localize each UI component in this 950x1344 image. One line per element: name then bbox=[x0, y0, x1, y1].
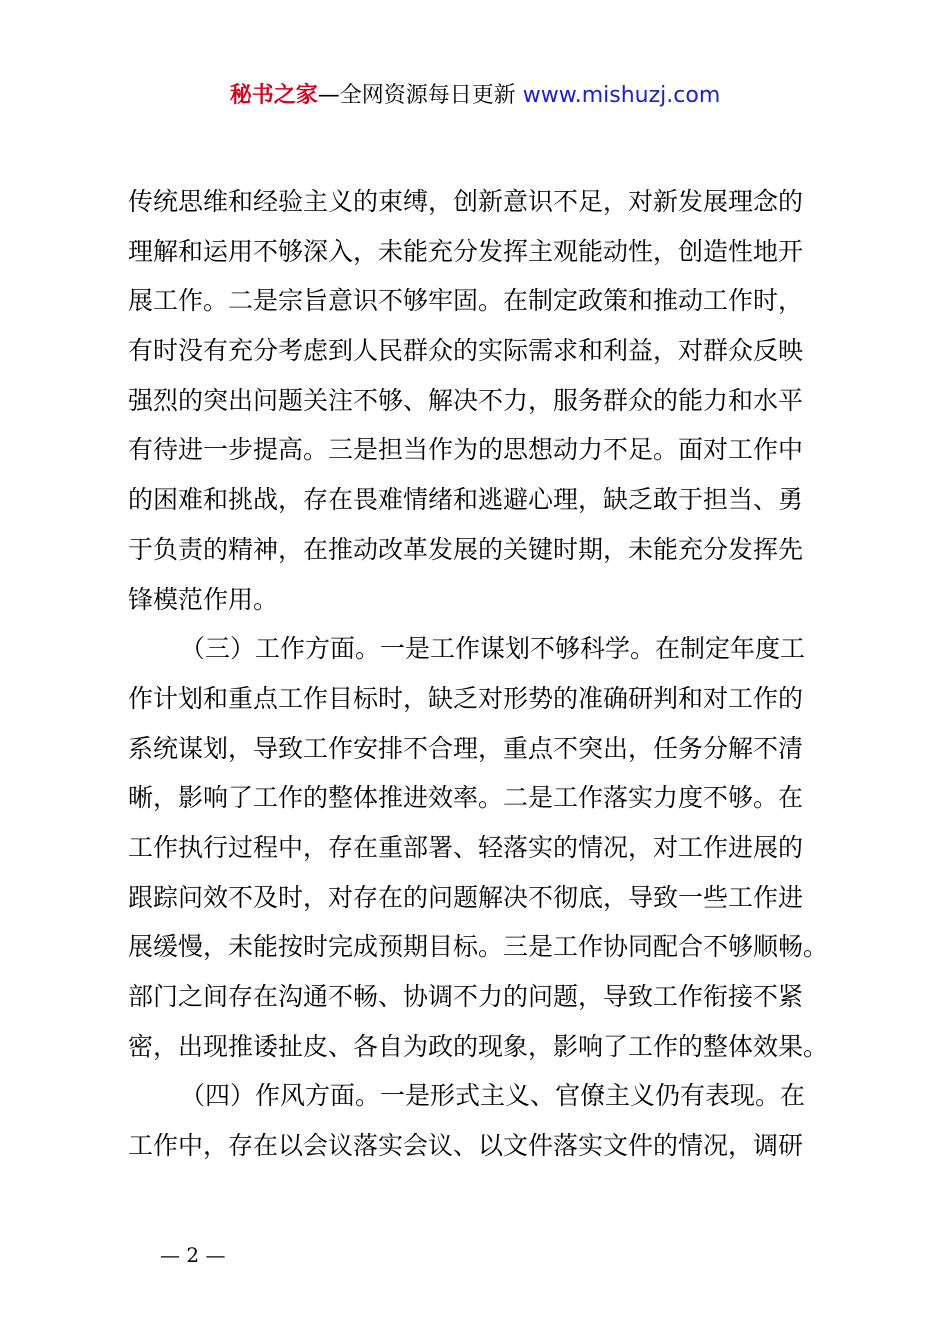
body-line: 工作执行过程中，存在重部署、轻落实的情况，对工作进展的 bbox=[128, 832, 804, 862]
body-line: 工作中，存在以会议落实会议、以文件落实文件的情况，调研 bbox=[128, 1131, 804, 1161]
site-header bbox=[0, 78, 950, 114]
document-body bbox=[128, 177, 848, 1171]
site-url-link[interactable]: www.mishuzj.com bbox=[522, 83, 721, 108]
body-line: 有时没有充分考虑到人民群众的实际需求和利益，对群众反映 bbox=[128, 336, 804, 366]
body-line: 部门之间存在沟通不畅、协调不力的问题，导致工作衔接不紧 bbox=[128, 982, 804, 1011]
body-line: 展工作。二是宗旨意识不够牢固。在制定政策和推动工作时， bbox=[128, 286, 804, 316]
body-line: 作计划和重点工作目标时，缺乏对形势的准确研判和对工作的 bbox=[128, 683, 804, 713]
body-line: 有待进一步提高。三是担当作为的思想动力不足。面对工作中 bbox=[128, 435, 804, 465]
site-brand: 秘书之家 bbox=[229, 83, 318, 108]
body-line: 展缓慢，未能按时完成预期目标。三是工作协同配合不够顺畅。 bbox=[128, 932, 829, 962]
body-line: 锋模范作用。 bbox=[128, 584, 279, 614]
page-number: — 2 — bbox=[160, 1243, 226, 1267]
body-line: 跟踪问效不及时，对存在的问题解决不彻底，导致一些工作进 bbox=[128, 882, 804, 912]
body-line: 密，出现推诿扯皮、各自为政的现象，影响了工作的整体效果。 bbox=[128, 1031, 829, 1061]
paragraph-start-line: （三）工作方面。一是工作谋划不够科学。在制定年度工 bbox=[180, 634, 806, 664]
paragraph-start-line: （四）作风方面。一是形式主义、官僚主义仍有表现。在 bbox=[180, 1081, 806, 1111]
site-tagline: —全网资源每日更新 bbox=[317, 83, 523, 108]
body-line: 于负责的精神，在推动改革发展的关键时期，未能充分发挥先 bbox=[128, 534, 804, 564]
body-line: 理解和运用不够深入，未能充分发挥主观能动性，创造性地开 bbox=[128, 236, 804, 266]
body-line: 传统思维和经验主义的束缚，创新意识不足，对新发展理念的 bbox=[128, 187, 804, 216]
body-line: 晰，影响了工作的整体推进效率。二是工作落实力度不够。在 bbox=[128, 783, 804, 813]
body-line: 的困难和挑战，存在畏难情绪和逃避心理，缺乏敢于担当、勇 bbox=[128, 485, 804, 515]
body-line: 系统谋划，导致工作安排不合理，重点不突出，任务分解不清 bbox=[128, 733, 804, 763]
body-line: 强烈的突出问题关注不够、解决不力，服务群众的能力和水平 bbox=[128, 385, 804, 415]
